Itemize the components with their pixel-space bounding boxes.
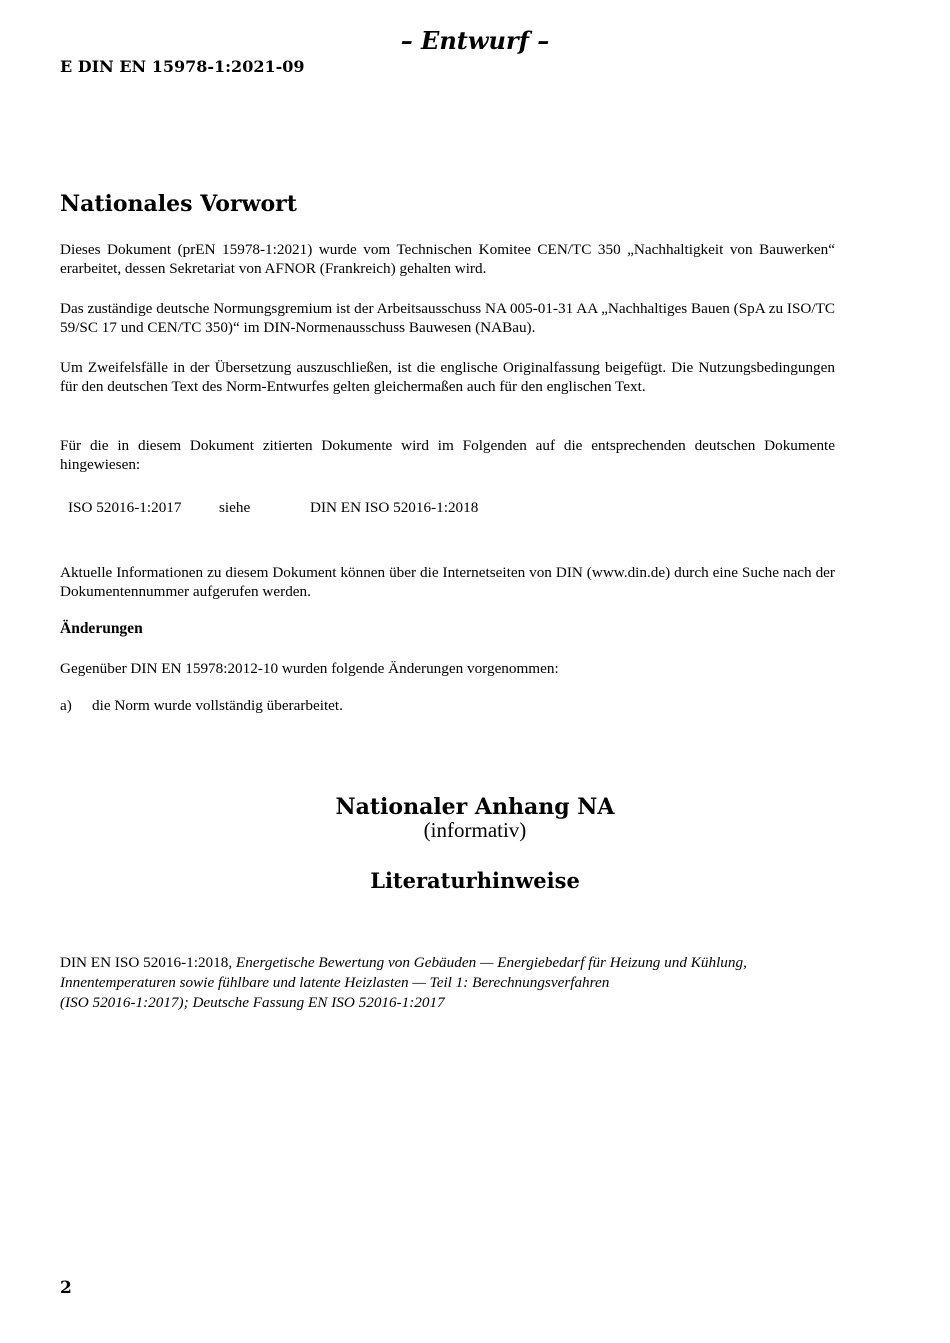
reference-see: siehe	[219, 499, 251, 516]
foreword-paragraph-2: Das zuständige deutsche Normungsgremium ist der Arbeitsausschuss NA 005-01-31 AA „Nachhaltiges Bauen (SpA zu ISO/TC 59/SC 17 und CEN/TC 350)“ im DIN-Normenausschuss Bauwesen (NABau).	[60, 300, 835, 336]
foreword-title: Nationales Vorwort	[60, 191, 297, 217]
bibliography-entry	[60, 953, 835, 1013]
reference-din: DIN EN ISO 52016-1:2018	[310, 499, 479, 516]
list-marker: a)	[60, 697, 72, 714]
bibliography-entry-line-2: Innentemperaturen sowie fühlbare und latente Heizlasten — Teil 1: Berechnungsverfahren	[60, 974, 610, 991]
bibliography-entry-line-3: (ISO 52016-1:2017); Deutsche Fassung EN ISO 52016-1:2017	[60, 994, 445, 1011]
annex-title: Nationaler Anhang NA	[335, 794, 615, 820]
bibliography-title: Literaturhinweise	[370, 868, 580, 893]
bibliography-entry-line-1: Energetische Bewertung von Gebäuden — Energiebedarf für Heizung und Kühlung,	[235, 954, 747, 971]
document-id: E DIN EN 15978-1:2021-09	[60, 57, 305, 76]
changes-title: Änderungen	[60, 620, 143, 637]
foreword-paragraph-1: Dieses Dokument (prEN 15978-1:2021) wurde vom Technischen Komitee CEN/TC 350 „Nachhaltigkeit von Bauwerken“ erarbeitet, dessen Sekretariat von AFNOR (Frankreich) gehalten wird.	[60, 241, 835, 277]
annex-subtitle: (informativ)	[423, 818, 527, 842]
bibliography-entry-ref: DIN EN ISO 52016-1:2018,	[60, 954, 233, 971]
list-item	[60, 697, 835, 715]
draft-mark: – Entwurf –	[400, 26, 550, 55]
foreword-paragraph-4: Für die in diesem Dokument zitierten Dokumente wird im Folgenden auf die entsprechenden deutschen Dokumente hingewiesen:	[60, 437, 835, 473]
foreword-paragraph-3: Um Zweifelsfälle in der Übersetzung auszuschließen, ist die englische Originalfassung beigefügt. Die Nutzungsbedingungen für den deutschen Text des Norm-Entwurfes gelten gleichermaßen auch für den englischen Text.	[60, 359, 835, 395]
foreword-paragraph-5: Aktuelle Informationen zu diesem Dokument können über die Internetseiten von DIN (www.din.de) durch eine Suche nach der Dokumentennummer aufgerufen werden.	[60, 564, 835, 600]
page-number: 2	[60, 1278, 72, 1298]
list-item-text: die Norm wurde vollständig überarbeitet.	[92, 697, 343, 714]
reference-iso: ISO 52016-1:2017	[68, 499, 182, 516]
changes-intro: Gegenüber DIN EN 15978:2012-10 wurden folgende Änderungen vorgenommen:	[60, 660, 559, 677]
